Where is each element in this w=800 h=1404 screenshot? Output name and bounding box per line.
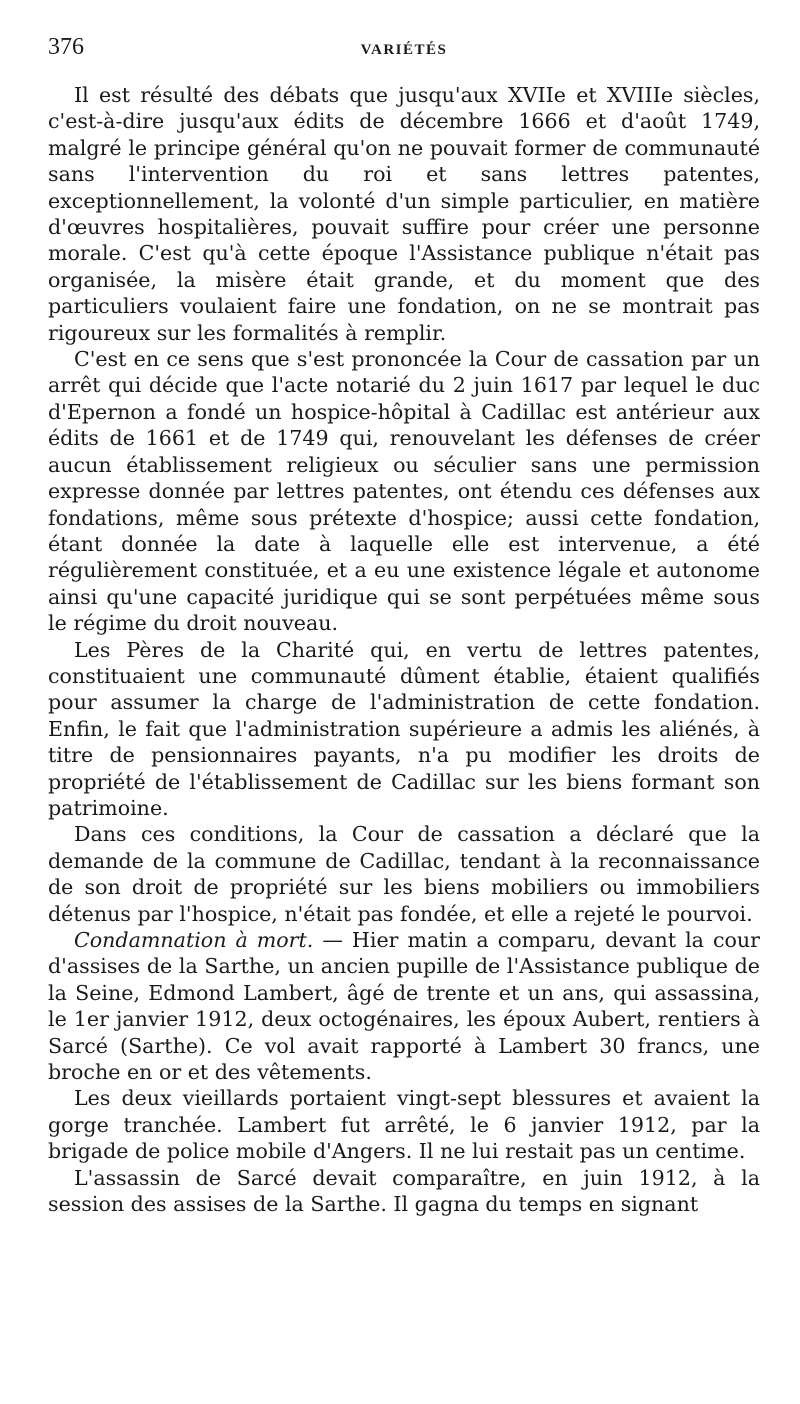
section-heading-condamnation: Condamnation à mort. [74, 928, 314, 952]
document-page [48, 34, 760, 1384]
paragraph-3: Les Pères de la Charité qui, en vertu de lettres patentes, constituaient une communauté dûment établie, étaient qualifiés pour assumer la charge de l'administration de cette fondation. Enfin, le fait que l'administration supérieure a admis les aliénés, à titre de pensionnaires payants, n'a pu modifier les droits de propriété de l'établissement de Cadillac sur les biens formant son patrimoine. [48, 637, 760, 820]
paragraph-5 [48, 927, 760, 1085]
page-number: 376 [48, 34, 84, 60]
article-body [48, 82, 760, 1217]
paragraph-5-text: — Hier matin a comparu, devant la cour d'assises de la Sarthe, un ancien pupille de l'Assistance publique de la Seine, Edmond Lambert, âgé de trente et un ans, qui assassina, le 1er janvier 1912, deux octogénaires, les époux Aubert, rentiers à Sarcé (Sarthe). Ce vol avait rapporté à Lambert 30 francs, une broche en or et des vêtements. [48, 928, 760, 1085]
paragraph-2: C'est en ce sens que s'est prononcée la Cour de cassation par un arrêt qui décide que l'acte notarié du 2 juin 1617 par lequel le duc d'Epernon a fondé un hospice-hôpital à Cadillac est antérieur aux édits de 1661 et de 1749 qui, renouvelant les défenses de créer aucun établissement religieux ou séculier sans une permission expresse donnée par lettres patentes, ont étendu ces défenses aux fondations, même sous prétexte d'hospice; aussi cette fondation, étant donnée la date à laquelle elle est intervenue, a été régulièrement constituée, et a eu une existence légale et autonome ainsi qu'une capacité juridique qui se sont perpétuées même sous le régime du droit nouveau. [48, 347, 760, 636]
page-header [48, 34, 760, 74]
paragraph-1: Il est résulté des débats que jusqu'aux XVIIe et XVIIIe siècles, c'est-à-dire jusqu'aux édits de décembre 1666 et d'août 1749, malgré le principe général qu'on ne pouvait former de communauté sans l'intervention du roi et sans lettres patentes, exceptionnellement, la volonté d'un simple particulier, en matière d'œuvres hospitalières, pouvait suffire pour créer une personne morale. C'est qu'à cette époque l'Assistance publique n'était pas organisée, la misère était grande, et du moment que des particuliers voulaient faire une fondation, on ne se montrait pas rigoureux sur les formalités à remplir. [48, 83, 760, 345]
paragraph-4: Dans ces conditions, la Cour de cassation a déclaré que la demande de la commune de Cadillac, tendant à la reconnaissance de son droit de propriété sur les biens mobiliers ou immobiliers détenus par l'hospice, n'était pas fondée, et elle a rejeté le pourvoi. [48, 822, 760, 926]
running-title: VARIÉTÉS [360, 42, 448, 58]
paragraph-6: Les deux vieillards portaient vingt-sept blessures et avaient la gorge tranchée. Lambert fut arrêté, le 6 janvier 1912, par la brigade de police mobile d'Angers. Il ne lui restait pas un centime. [48, 1086, 760, 1164]
paragraph-7: L'assassin de Sarcé devait comparaître, en juin 1912, à la session des assises de la Sarthe. Il gagna du temps en signant [48, 1165, 760, 1217]
